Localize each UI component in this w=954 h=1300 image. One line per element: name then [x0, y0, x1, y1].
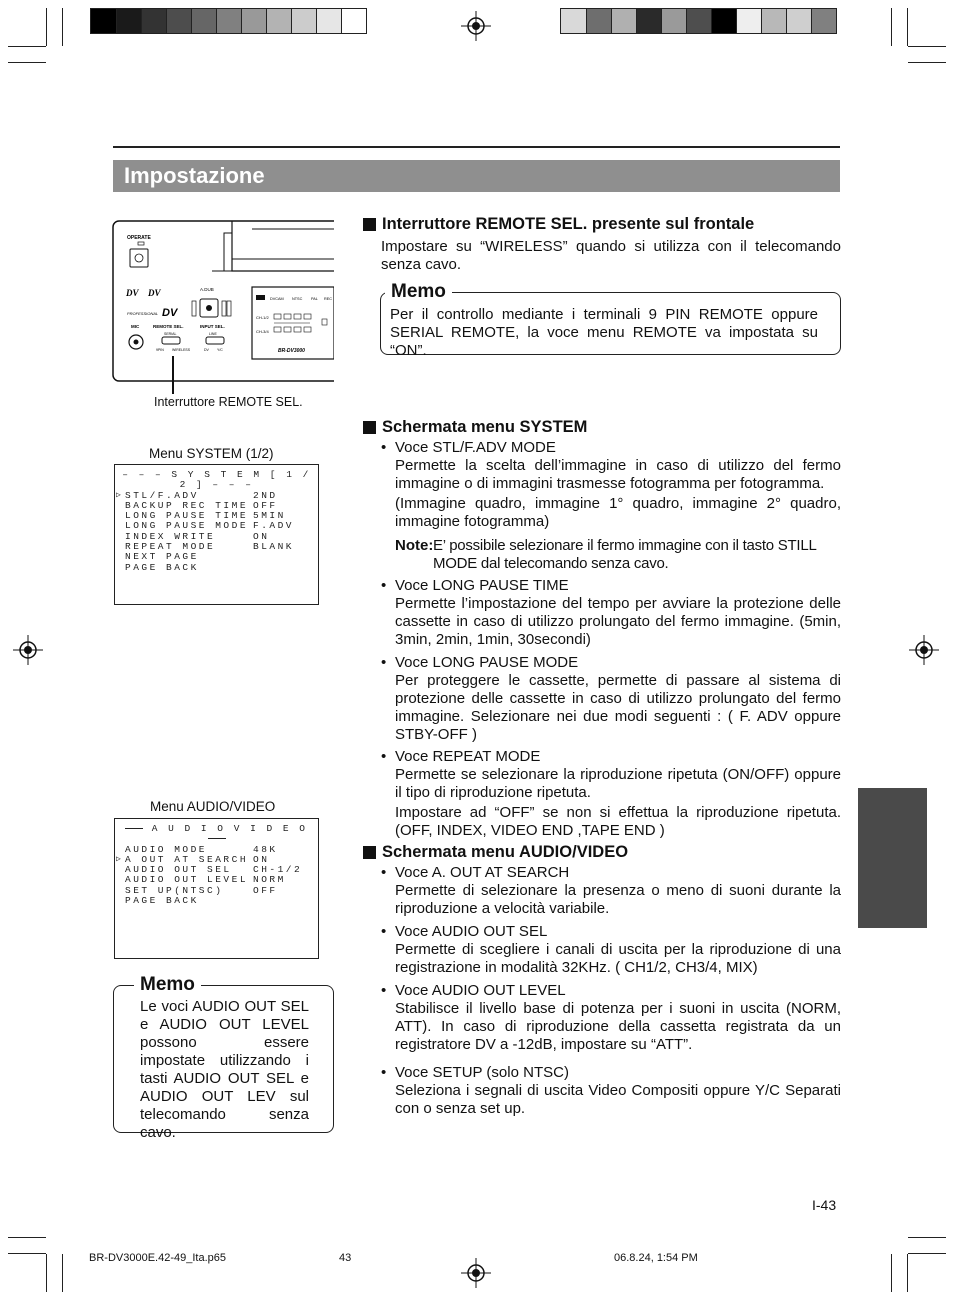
menu-system-header: – – – S Y S T E M [ 1 / 2 ] – – – [122, 469, 311, 491]
calibration-swatch [91, 9, 116, 33]
menu-key: LONG PAUSE TIME [125, 510, 249, 522]
svg-text:9PIN: 9PIN [156, 348, 164, 352]
svg-text:MIC: MIC [131, 324, 140, 329]
menu-value: 5MIN [253, 510, 286, 522]
title-bar [113, 160, 840, 192]
list-item: • Voce LONG PAUSE MODE Per proteggere le cassette, permette di passare al sistema di protezione delle cassette in caso di utilizzo prolungato del fermo immagine. Selezionare nei due modi seguenti : ( F. ADV oppure STBY-OFF ) [381, 654, 841, 743]
calibration-bar-left [90, 8, 367, 34]
menu-value: BLANK [253, 541, 295, 553]
calibration-swatch [316, 9, 341, 33]
remote-sel-callout: Interruttore REMOTE SEL. [154, 395, 303, 409]
svg-text:Y/C: Y/C [217, 348, 223, 352]
section-heading-remote: Interruttore REMOTE SEL. presente sul frontale [363, 215, 754, 234]
item-description: Permette la scelta dell’immagine in caso di utilizzo del fermo immagine o di immagini trasmesse fotogramma per fotogramma. [395, 457, 841, 492]
item-label: Voce LONG PAUSE TIME [395, 577, 569, 594]
svg-text:INPUT SEL.: INPUT SEL. [200, 324, 225, 329]
item-label: Voce AUDIO OUT SEL [395, 923, 548, 940]
note-text: E’ possibile selezionare il fermo immagine con il tasto STILL MODE dal telecomando senza cavo. [433, 537, 816, 572]
item-description: Seleziona i segnali di uscita Video Compositi oppure Y/C Separati con o senza set up. [395, 1082, 841, 1117]
calibration-swatch [141, 9, 166, 33]
note-label: Note: [395, 537, 434, 554]
menu-audio-header: A U D I O V I D E O [115, 824, 318, 845]
svg-text:REC: REC [324, 297, 333, 301]
page-title: Impostazione [124, 163, 265, 188]
item-description: Per proteggere le cassette, permette di passare al sistema di protezione delle cassette in caso di utilizzo prolungato del fermo immagine. Selezionare nei due modi seguenti : ( F. ADV oppure STBY-OFF ) [395, 672, 841, 743]
menu-row [115, 563, 318, 573]
note [395, 537, 841, 573]
svg-text:DVCAM: DVCAM [270, 297, 284, 301]
item-description: (Immagine quadro, immagine 1° quadro, immagine 2° quadro, immagine fotogramma) [395, 495, 841, 530]
menu-key: INDEX WRITE [125, 530, 216, 542]
svg-text:PROFESSIONAL: PROFESSIONAL [127, 311, 159, 316]
svg-text:DV: DV [204, 348, 209, 352]
menu-value: 48K [253, 843, 278, 855]
calibration-swatch [241, 9, 266, 33]
menu-key: AUDIO OUT SEL [125, 864, 232, 876]
menu-key: REPEAT MODE [125, 541, 216, 553]
item-label: Voce REPEAT MODE [395, 748, 541, 765]
cursor-icon: ▷ [116, 854, 124, 864]
svg-text:BR-DV3000: BR-DV3000 [278, 348, 305, 354]
menu-key: A OUT AT SEARCH [125, 853, 249, 865]
svg-text:CH-1/2: CH-1/2 [256, 315, 269, 320]
item-label: Voce SETUP (solo NTSC) [395, 1064, 569, 1081]
svg-text:SERIAL: SERIAL [164, 332, 177, 336]
calibration-swatch [611, 9, 636, 33]
calibration-swatch [166, 9, 191, 33]
svg-text:DV: DV [126, 288, 139, 298]
item-description: Permette di scegliere i canali di uscita per la riproduzione di una registrazione in modalità 32KHz. ( CH1/2, CH3/4, MIX) [395, 941, 841, 976]
menu-value: 2ND [253, 489, 278, 501]
svg-text:A.DUB: A.DUB [200, 287, 214, 292]
menu-key: PAGE BACK [125, 895, 199, 907]
section-heading-audio: Schermata menu AUDIO/VIDEO [363, 843, 628, 862]
footer-filename: BR-DV3000E.42-49_Ita.p65 [89, 1252, 226, 1264]
calibration-swatch [561, 9, 586, 33]
svg-text:DV: DV [148, 288, 161, 298]
memo-body: Le voci AUDIO OUT SEL e AUDIO OUT LEVEL possono essere impostate utilizzando i tasti AUDIO OUT SEL e AUDIO OUT LEV sul telecomando senza cavo. [140, 998, 309, 1141]
list-item: • Voce STL/F.ADV MODE Permette la scelta dell’immagine in caso di utilizzo del fermo immagine o di immagini trasmesse fotogramma per fotogramma. (Immagine quadro, immagine 1° quadro, immagine 2° quadro, immagine fotogramma) [381, 439, 841, 530]
calibration-swatch [586, 9, 611, 33]
menu-system-screen [114, 464, 319, 605]
svg-text:LINE: LINE [209, 332, 217, 336]
item-description: Stabilisce il livello base di potenza per i suoni in uscita (NORM, ATT). In caso di riproduzione della cassetta registrata da un registratore DV a -12dB, impostare su “ATT”. [395, 1000, 841, 1053]
svg-text:WIRELESS: WIRELESS [172, 348, 191, 352]
menu-value: ON [253, 530, 270, 542]
item-description: Permette l’impostazione del tempo per avviare la protezione delle cassette in caso di utilizzo prolungato del fermo immagine. (5min, 3min, 2min, 1min, 30secondi) [395, 595, 841, 648]
calibration-swatch [116, 9, 141, 33]
menu-key: LONG PAUSE MODE [125, 520, 249, 532]
svg-text:DV: DV [162, 307, 178, 319]
footer-date: 06.8.24, 1:54 PM [614, 1252, 698, 1264]
calibration-swatch [811, 9, 836, 33]
calibration-swatch [216, 9, 241, 33]
memo-body: Per il controllo mediante i terminali 9 PIN REMOTE oppure SERIAL REMOTE, la voce menu REMOTE va impostata su “ON”. [390, 306, 818, 359]
section-heading-system: Schermata menu SYSTEM [363, 418, 587, 437]
list-item: • Voce LONG PAUSE TIME Permette l’impostazione del tempo per avviare la protezione delle cassette in caso di utilizzo prolungato del fermo immagine. (5min, 3min, 2min, 1min, 30secondi) [381, 577, 841, 648]
list-item: • Voce A. OUT AT SEARCH Permette di selezionare la presenza o meno di suoni durante la riproduzione a velocità variabile. [381, 864, 841, 917]
menu-system-label: Menu SYSTEM (1/2) [149, 446, 274, 461]
front-panel-illustration [112, 219, 334, 383]
menu-key: PAGE BACK [125, 561, 199, 573]
menu-key: AUDIO MODE [125, 843, 208, 855]
calibration-swatch [191, 9, 216, 33]
footer-page: 43 [339, 1252, 352, 1264]
callout-line [172, 356, 174, 394]
memo-box-right [380, 281, 841, 359]
menu-value: ON [253, 853, 270, 865]
section-bullet-icon [363, 846, 376, 859]
list-item: • Voce AUDIO OUT LEVEL Stabilisce il livello base di potenza per i suoni in uscita (NORM, ATT). In caso di riproduzione della cassetta registrata da un registratore DV a -12dB, impostare su “ATT”. [381, 982, 841, 1053]
calibration-bar-right [560, 8, 837, 34]
svg-text:NTSC: NTSC [292, 297, 303, 301]
menu-value: OFF [253, 499, 278, 511]
registration-mark-icon [461, 11, 491, 41]
operate-label: OPERATE [127, 235, 151, 241]
calibration-swatch [291, 9, 316, 33]
menu-value: F.ADV [253, 520, 295, 532]
section-bullet-icon [363, 421, 376, 434]
list-item: • Voce REPEAT MODE Permette se selezionare la riproduzione ripetuta (ON/OFF) oppure il tipo di riproduzione ripetuta. Impostare ad “OFF” se non si effettua la riproduzione ripetuta. (OFF, INDEX, VIDEO END ,TAPE END ) [381, 748, 841, 839]
calibration-swatch [266, 9, 291, 33]
calibration-swatch [661, 9, 686, 33]
section-tab [858, 788, 927, 928]
menu-key: BACKUP REC TIME [125, 499, 249, 511]
item-label: Voce STL/F.ADV MODE [395, 439, 556, 456]
item-label: Voce LONG PAUSE MODE [395, 654, 579, 671]
item-description: Impostare ad “OFF” se non si effettua la riproduzione ripetuta. (OFF, INDEX, VIDEO END ,TAPE END ) [395, 804, 841, 839]
menu-row [115, 896, 318, 906]
calibration-swatch [711, 9, 736, 33]
cursor-icon: ▷ [116, 490, 124, 500]
svg-text:REMOTE SEL.: REMOTE SEL. [153, 324, 184, 329]
menu-audio-label: Menu AUDIO/VIDEO [150, 799, 276, 814]
menu-key: STL/F.ADV [125, 489, 199, 501]
registration-mark-icon [13, 635, 43, 665]
list-item: • Voce AUDIO OUT SEL Permette di scegliere i canali di uscita per la riproduzione di una registrazione in modalità 32KHz. ( CH1/2, CH3/4, MIX) [381, 923, 841, 976]
menu-value: CH-1/2 [253, 864, 303, 876]
calibration-swatch [736, 9, 761, 33]
menu-value: OFF [253, 884, 278, 896]
memo-box-left [113, 974, 334, 1141]
page-number: I-43 [812, 1197, 837, 1213]
item-label: Voce A. OUT AT SEARCH [395, 864, 570, 881]
remote-description: Impostare su “WIRELESS” quando si utilizza con il telecomando senza cavo. [381, 238, 841, 273]
item-description: Permette di selezionare la presenza o meno di suoni durante la riproduzione a velocità variabile. [395, 882, 841, 917]
calibration-swatch [761, 9, 786, 33]
registration-mark-icon [909, 635, 939, 665]
menu-key: AUDIO OUT LEVEL [125, 874, 249, 886]
section-bullet-icon [363, 218, 376, 231]
list-item: • Voce SETUP (solo NTSC) Seleziona i segnali di uscita Video Compositi oppure Y/C Separati con o senza set up. [381, 1064, 841, 1117]
calibration-swatch [686, 9, 711, 33]
top-rule [113, 146, 840, 148]
svg-text:PAL: PAL [311, 297, 318, 301]
item-description: Permette se selezionare la riproduzione ripetuta (ON/OFF) oppure il tipo di riproduzione ripetuta. [395, 766, 841, 801]
item-label: Voce AUDIO OUT LEVEL [395, 982, 566, 999]
calibration-swatch [636, 9, 661, 33]
svg-text:CH-3/4: CH-3/4 [256, 329, 269, 334]
memo-title: Memo [134, 974, 201, 996]
menu-key: SET UP(NTSC) [125, 884, 224, 896]
menu-value: NORM [253, 874, 286, 886]
menu-key: NEXT PAGE [125, 551, 199, 563]
calibration-swatch [786, 9, 811, 33]
menu-audio-screen [114, 818, 319, 959]
memo-title: Memo [385, 281, 452, 303]
registration-mark-icon [461, 1258, 491, 1288]
calibration-swatch [341, 9, 366, 33]
